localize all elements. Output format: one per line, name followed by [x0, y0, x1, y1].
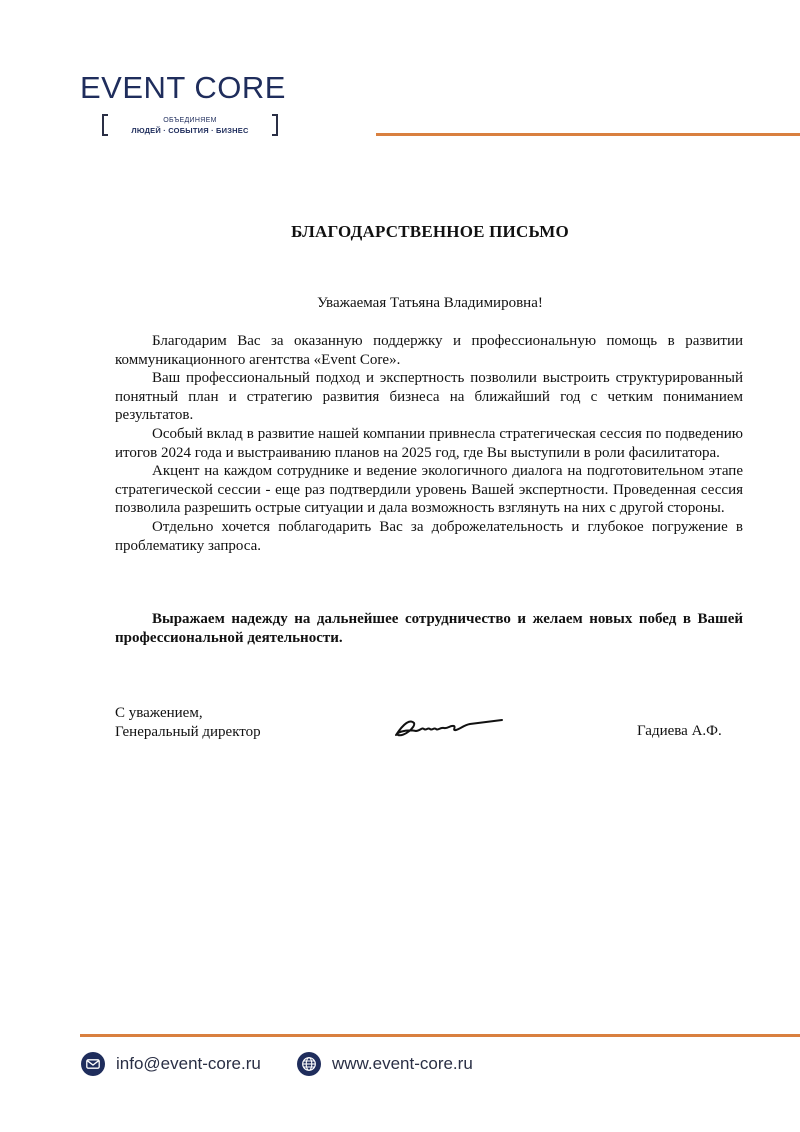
- document-title: БЛАГОДАРСТВЕННОЕ ПИСЬМО: [291, 222, 569, 241]
- signer-position: Генеральный директор: [115, 724, 261, 740]
- email-link[interactable]: [81, 1051, 261, 1077]
- website-link[interactable]: [297, 1051, 473, 1077]
- logo-tagline-bottom: ЛЮДЕЙ · СОБЫТИЯ · БИЗНЕС: [131, 126, 249, 135]
- paragraph: Отдельно хочется поблагодарить Вас за доброжелательность и глубокое погружение в проблематику запроса.: [115, 518, 743, 554]
- letter-body: [115, 332, 743, 555]
- footer-divider: [80, 1034, 800, 1037]
- paragraph: Благодарим Вас за оказанную поддержку и профессиональную помощь в развитии коммуникационного агентства «Event Core».: [115, 333, 743, 368]
- paragraph: Ваш профессиональный подход и экспертность позволили выстроить структурированный понятный план и стратегию развития бизнеса на ближайший год с четким пониманием результатов.: [115, 370, 743, 424]
- bracket-left-icon: [102, 114, 108, 136]
- globe-icon: [297, 1052, 321, 1076]
- salutation: Уважаемая Татьяна Владимировна!: [317, 295, 543, 311]
- signer-name: Гадиева А.Ф.: [637, 723, 722, 739]
- regards-text: С уважением,: [115, 705, 203, 721]
- paragraph: Акцент на каждом сотруднике и ведение экологичного диалога на подготовительном этапе стратегической сессии - еще раз подтвердили уровень Вашей экспертности. Проведенная сессия позволила разрешить острые ситуации и дала возможность взглянуть на них с другой стороны.: [115, 463, 743, 517]
- signer-block: [115, 704, 261, 742]
- handwritten-signature-icon: [390, 713, 510, 741]
- closing-statement: Выражаем надежду на дальнейшее сотрудничество и желаем новых побед в Вашей профессиональной деятельности.: [115, 611, 743, 646]
- company-logo: [80, 70, 300, 135]
- logo-tagline-top: ОБЪЕДИНЯЕМ: [163, 117, 217, 124]
- email-text: info@event-core.ru: [116, 1054, 261, 1073]
- mail-icon: [81, 1052, 105, 1076]
- logo-tagline: [104, 114, 276, 136]
- website-text: www.event-core.ru: [332, 1054, 473, 1073]
- bracket-right-icon: [272, 114, 278, 136]
- logo-title: EVENT CORE: [80, 70, 286, 105]
- header-divider: [376, 133, 800, 136]
- paragraph: Особый вклад в развитие нашей компании привнесла стратегическая сессия по подведению итогов 2024 года и выстраиванию планов на 2025 год, где Вы выступили в роли фасилитатора.: [115, 425, 743, 461]
